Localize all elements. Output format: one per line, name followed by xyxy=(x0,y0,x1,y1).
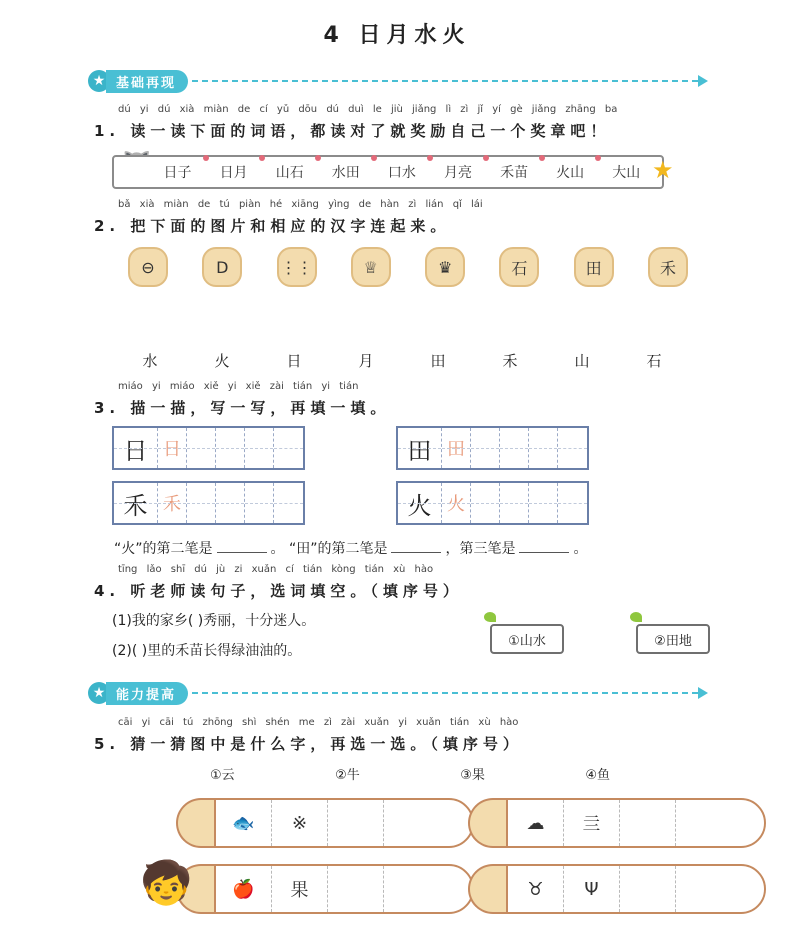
boat-nose xyxy=(176,798,214,848)
blank-cell[interactable] xyxy=(558,428,587,468)
heart-icon xyxy=(315,155,321,161)
blank-cell[interactable] xyxy=(216,483,245,523)
writing-grid[interactable] xyxy=(112,481,305,525)
blank-cell[interactable] xyxy=(471,428,500,468)
word-item: 火山 xyxy=(556,165,585,181)
answer-option[interactable]: ①云 xyxy=(210,768,235,783)
hanzi-option[interactable]: 月 xyxy=(358,352,374,370)
pictograph-card[interactable]: ⊖ xyxy=(128,247,168,287)
section-label: 基础再现 xyxy=(106,70,188,93)
boat-card[interactable] xyxy=(178,864,474,914)
model-char: 火 xyxy=(398,483,442,523)
leaf-icon xyxy=(484,612,496,622)
glyph-cell: ※ xyxy=(272,800,328,846)
answer-option[interactable]: ②牛 xyxy=(335,768,360,783)
q4-sentence-1[interactable]: (1)我的家乡( )秀丽，十分迷人。 xyxy=(112,613,316,629)
answer-blank[interactable] xyxy=(391,552,441,553)
star-icon: ★ xyxy=(88,682,110,704)
boat-card[interactable] xyxy=(470,864,766,914)
blank-cell[interactable] xyxy=(187,428,216,468)
section-header-basic xyxy=(88,68,708,94)
heart-icon xyxy=(539,155,545,161)
pictograph-row xyxy=(128,247,688,287)
q4-text: 4. 听老师读句子，选词填空。（填序号） xyxy=(94,582,463,600)
blank-cell[interactable] xyxy=(471,483,500,523)
glyph-cell: 果 xyxy=(272,866,328,912)
blank-cell[interactable] xyxy=(500,483,529,523)
word-item: 日月 xyxy=(219,165,248,181)
blank-cell[interactable] xyxy=(187,483,216,523)
blank-cell[interactable] xyxy=(500,428,529,468)
trace-char[interactable]: 田 xyxy=(442,428,471,468)
boat-nose xyxy=(468,864,506,914)
word-item: 口水 xyxy=(387,165,416,181)
divider xyxy=(192,692,698,694)
star-icon: ★ xyxy=(88,70,110,92)
q2-text: 2. 把下面的图片和相应的汉字连起来。 xyxy=(94,217,451,235)
answer-cell[interactable] xyxy=(328,800,384,846)
hanzi-option[interactable]: 山 xyxy=(574,352,590,370)
trace-char[interactable]: 火 xyxy=(442,483,471,523)
pictograph-card[interactable]: ♕ xyxy=(351,247,391,287)
picture-icon: 🍎 xyxy=(216,866,272,912)
picture-icon: ♉ xyxy=(508,866,564,912)
q3-fill-line: “火”的第二笔是 。 “田”的第二笔是 ，第三笔是 。 xyxy=(114,541,588,557)
q1-pinyin: dú yi dú xià miàn de cí yǔ dōu dú duì le jiù jiǎng lì zì jǐ yí gè jiǎng zhāng ba xyxy=(118,104,618,115)
pictograph-card[interactable]: 石 xyxy=(499,247,539,287)
fill-prompt: 第三笔是 xyxy=(459,541,516,557)
blank-cell[interactable] xyxy=(529,483,558,523)
q5-options xyxy=(210,764,610,783)
writing-grid[interactable] xyxy=(112,426,305,470)
answer-option[interactable]: ③果 xyxy=(460,768,485,783)
blank-cell[interactable] xyxy=(274,483,303,523)
medal-icon: ★ xyxy=(652,156,674,184)
section-header-advanced xyxy=(88,680,708,706)
hanzi-option[interactable]: 日 xyxy=(286,352,302,370)
option-sign[interactable]: ②田地 xyxy=(636,624,710,654)
answer-cell[interactable] xyxy=(328,866,384,912)
word-item: 月亮 xyxy=(443,165,472,181)
option-sign[interactable]: ①山水 xyxy=(490,624,564,654)
word-item: 大山 xyxy=(612,165,641,181)
hanzi-option[interactable]: 石 xyxy=(646,352,662,370)
boat-card[interactable] xyxy=(178,798,474,848)
pictograph-card[interactable]: 禾 xyxy=(648,247,688,287)
pictograph-card[interactable]: D xyxy=(202,247,242,287)
boat-nose xyxy=(468,798,506,848)
arrow-right-icon xyxy=(698,687,708,699)
section-label: 能力提高 xyxy=(106,682,188,705)
q4-sentence-2[interactable]: (2)( )里的禾苗长得绿油油的。 xyxy=(112,643,302,659)
q3-pinyin: miáo yi miáo xiě yi xiě zài tián yi tián xyxy=(118,381,359,392)
pictograph-card[interactable]: ⋮⋮ xyxy=(277,247,317,287)
blank-cell[interactable] xyxy=(216,428,245,468)
answer-cell[interactable] xyxy=(620,866,676,912)
hanzi-option[interactable]: 禾 xyxy=(502,352,518,370)
pictograph-card[interactable]: ♛ xyxy=(425,247,465,287)
glyph-cell: Ψ xyxy=(564,866,620,912)
word-item: 日子 xyxy=(163,165,192,181)
hanzi-option[interactable]: 火 xyxy=(214,352,230,370)
writing-grid[interactable] xyxy=(396,426,589,470)
child-character-icon: 🧒 xyxy=(140,858,193,907)
trace-char[interactable]: 日 xyxy=(158,428,187,468)
blank-cell[interactable] xyxy=(558,483,587,523)
heart-icon xyxy=(259,155,265,161)
divider xyxy=(192,80,698,82)
model-char: 禾 xyxy=(114,483,158,523)
boat-card[interactable] xyxy=(470,798,766,848)
fill-prompt: “火”的第二笔是 xyxy=(114,541,213,557)
q5-text: 5. 猜一猜图中是什么字，再选一选。（填序号） xyxy=(94,735,523,753)
hanzi-row xyxy=(114,350,690,371)
blank-cell[interactable] xyxy=(245,483,274,523)
q4-pinyin: tīng lǎo shī dú jù zi xuǎn cí tián kòng tián xù hào xyxy=(118,564,434,575)
writing-grid[interactable] xyxy=(396,481,589,525)
leaf-icon xyxy=(630,612,642,622)
word-item: 山石 xyxy=(275,165,304,181)
heart-icon xyxy=(483,155,489,161)
heart-icon xyxy=(595,155,601,161)
page-title: 4 日月水火 xyxy=(323,23,471,48)
word-item: 禾苗 xyxy=(500,165,529,181)
picture-icon: ☁ xyxy=(508,800,564,846)
word-bar xyxy=(112,155,664,189)
pictograph-card[interactable]: 田 xyxy=(574,247,614,287)
answer-blank[interactable] xyxy=(519,552,569,553)
model-char: 日 xyxy=(114,428,158,468)
hanzi-option[interactable]: 田 xyxy=(430,352,446,370)
q2-pinyin: bǎ xià miàn de tú piàn hé xiāng yìng de hàn zì lián qǐ lái xyxy=(118,199,483,210)
blank-cell[interactable] xyxy=(274,428,303,468)
q1-text: 1. 读一读下面的词语，都读对了就奖励自己一个奖章吧！ xyxy=(94,122,611,140)
hanzi-option[interactable]: 水 xyxy=(142,352,158,370)
answer-cell[interactable] xyxy=(620,800,676,846)
model-char: 田 xyxy=(398,428,442,468)
blank-cell[interactable] xyxy=(529,428,558,468)
answer-blank[interactable] xyxy=(217,552,267,553)
trace-char[interactable]: 禾 xyxy=(158,483,187,523)
answer-option[interactable]: ④鱼 xyxy=(585,768,610,783)
heart-icon xyxy=(203,155,209,161)
word-item: 水田 xyxy=(331,165,360,181)
glyph-cell: 亖 xyxy=(564,800,620,846)
heart-icon xyxy=(371,155,377,161)
arrow-right-icon xyxy=(698,75,708,87)
q3-text: 3. 描一描，写一写，再填一填。 xyxy=(94,399,391,417)
picture-icon: 🐟 xyxy=(216,800,272,846)
fill-prompt: “田”的第二笔是 xyxy=(288,541,388,557)
heart-icon xyxy=(427,155,433,161)
q5-pinyin: cāi yi cāi tú zhōng shì shén me zì zài xuǎn yi xuǎn tián xù hào xyxy=(118,717,519,728)
blank-cell[interactable] xyxy=(245,428,274,468)
